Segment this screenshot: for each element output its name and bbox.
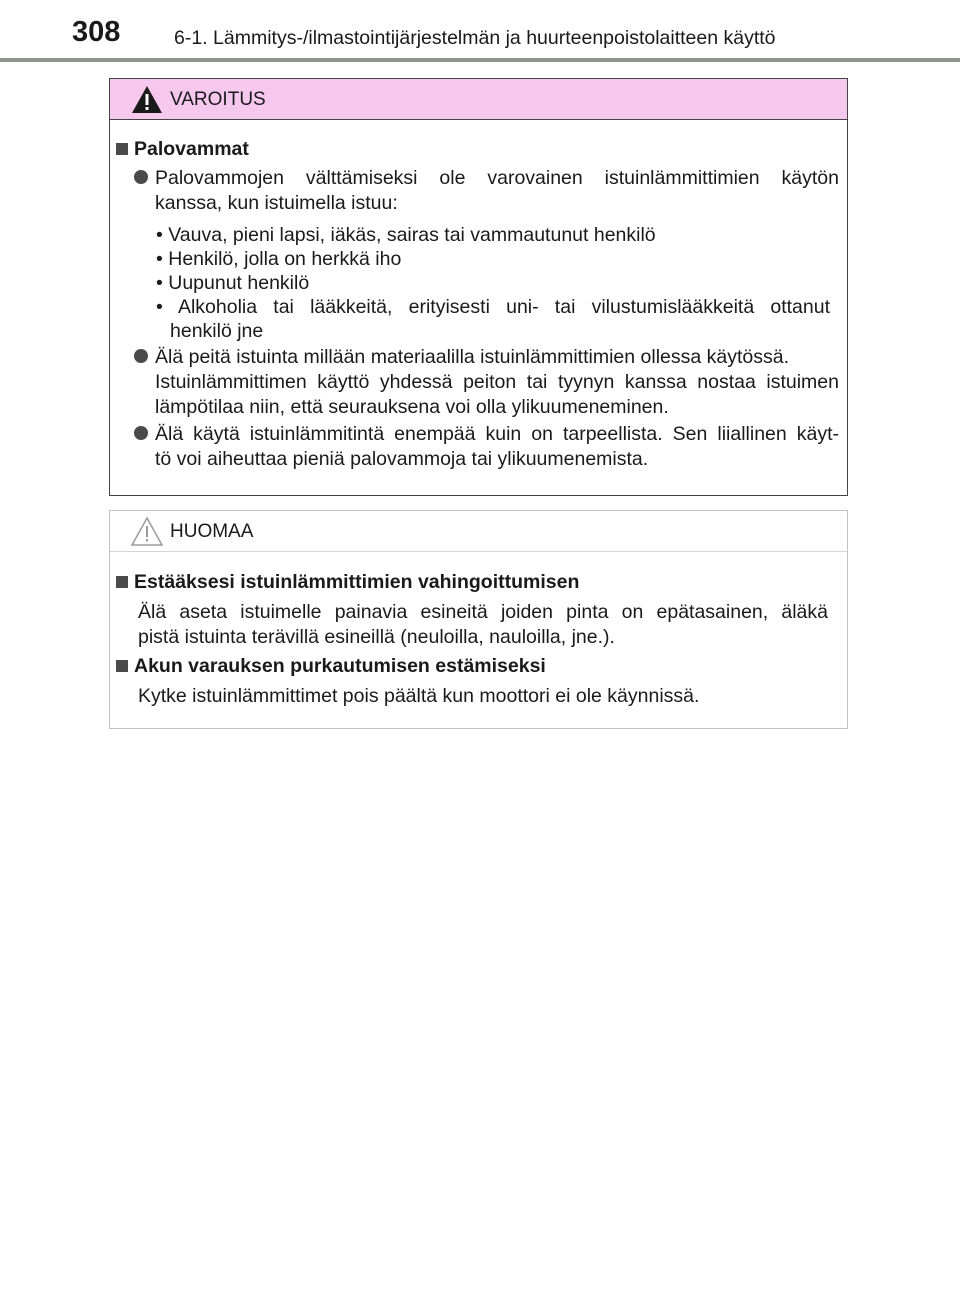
warning-box	[109, 78, 848, 496]
round-bullet-icon	[134, 170, 148, 184]
paragraph-line: Älä peitä istuinta millään materiaalilla istuinlämmittimien ollessa käytössä.	[155, 346, 790, 368]
notice-header	[110, 511, 847, 552]
page-number: 308	[72, 16, 121, 48]
paragraph-line: lämpötilaa niin, että seurauksena voi olla ylikuumeneminen.	[155, 396, 669, 418]
list-item: • Vauva, pieni lapsi, iäkäs, sairas tai vammautunut henkilö	[156, 224, 656, 246]
paragraph-line: Istuinlämmittimen käyttö yhdessä peiton tai tyynyn kanssa nostaa istuimen	[155, 371, 839, 393]
round-bullet-icon	[134, 349, 148, 363]
header-rule	[0, 58, 960, 62]
list-item: • Uupunut henkilö	[156, 272, 310, 294]
caution-triangle-outline-icon	[130, 516, 164, 547]
list-item-continuation: henkilö jne	[170, 320, 264, 342]
paragraph-line: Palovammojen välttämiseksi ole varovainen istuinlämmittimien käytön	[155, 167, 839, 189]
paragraph-line: Älä aseta istuimelle painavia esineitä joiden pinta on epätasainen, äläkä	[138, 601, 828, 623]
paragraph-line: Kytke istuinlämmittimet pois päältä kun moottori ei ole käynnissä.	[138, 685, 700, 707]
notice-title: HUOMAA	[170, 521, 254, 542]
section-heading: Palovammat	[134, 138, 249, 160]
warning-header	[110, 79, 847, 120]
chapter-title: 6-1. Lämmitys-/ilmastointijärjestelmän ja huurteenpoistolaitteen käyttö	[174, 27, 776, 49]
square-bullet-icon	[116, 576, 128, 588]
section-heading: Akun varauksen purkautumisen estämiseksi	[134, 655, 546, 677]
list-item: • Henkilö, jolla on herkkä iho	[156, 248, 402, 270]
section-heading: Estääksesi istuinlämmittimien vahingoittumisen	[134, 571, 580, 593]
paragraph-line: pistä istuinta terävillä esineillä (neuloilla, nauloilla, jne.).	[138, 626, 615, 648]
square-bullet-icon	[116, 143, 128, 155]
paragraph-line: tö voi aiheuttaa pieniä palovammoja tai ylikuumenemista.	[155, 448, 649, 470]
page-header	[0, 0, 960, 64]
notice-box	[109, 510, 848, 729]
warning-triangle-icon	[130, 84, 164, 115]
round-bullet-icon	[134, 426, 148, 440]
square-bullet-icon	[116, 660, 128, 672]
paragraph-line: kanssa, kun istuimella istuu:	[155, 192, 398, 214]
list-item: • Alkoholia tai lääkkeitä, erityisesti uni- tai vilustumislääkkeitä ottanut	[156, 296, 830, 318]
paragraph-line: Älä käytä istuinlämmitintä enempää kuin on tarpeellista. Sen liiallinen käyt-	[155, 423, 839, 445]
warning-title: VAROITUS	[170, 89, 266, 110]
